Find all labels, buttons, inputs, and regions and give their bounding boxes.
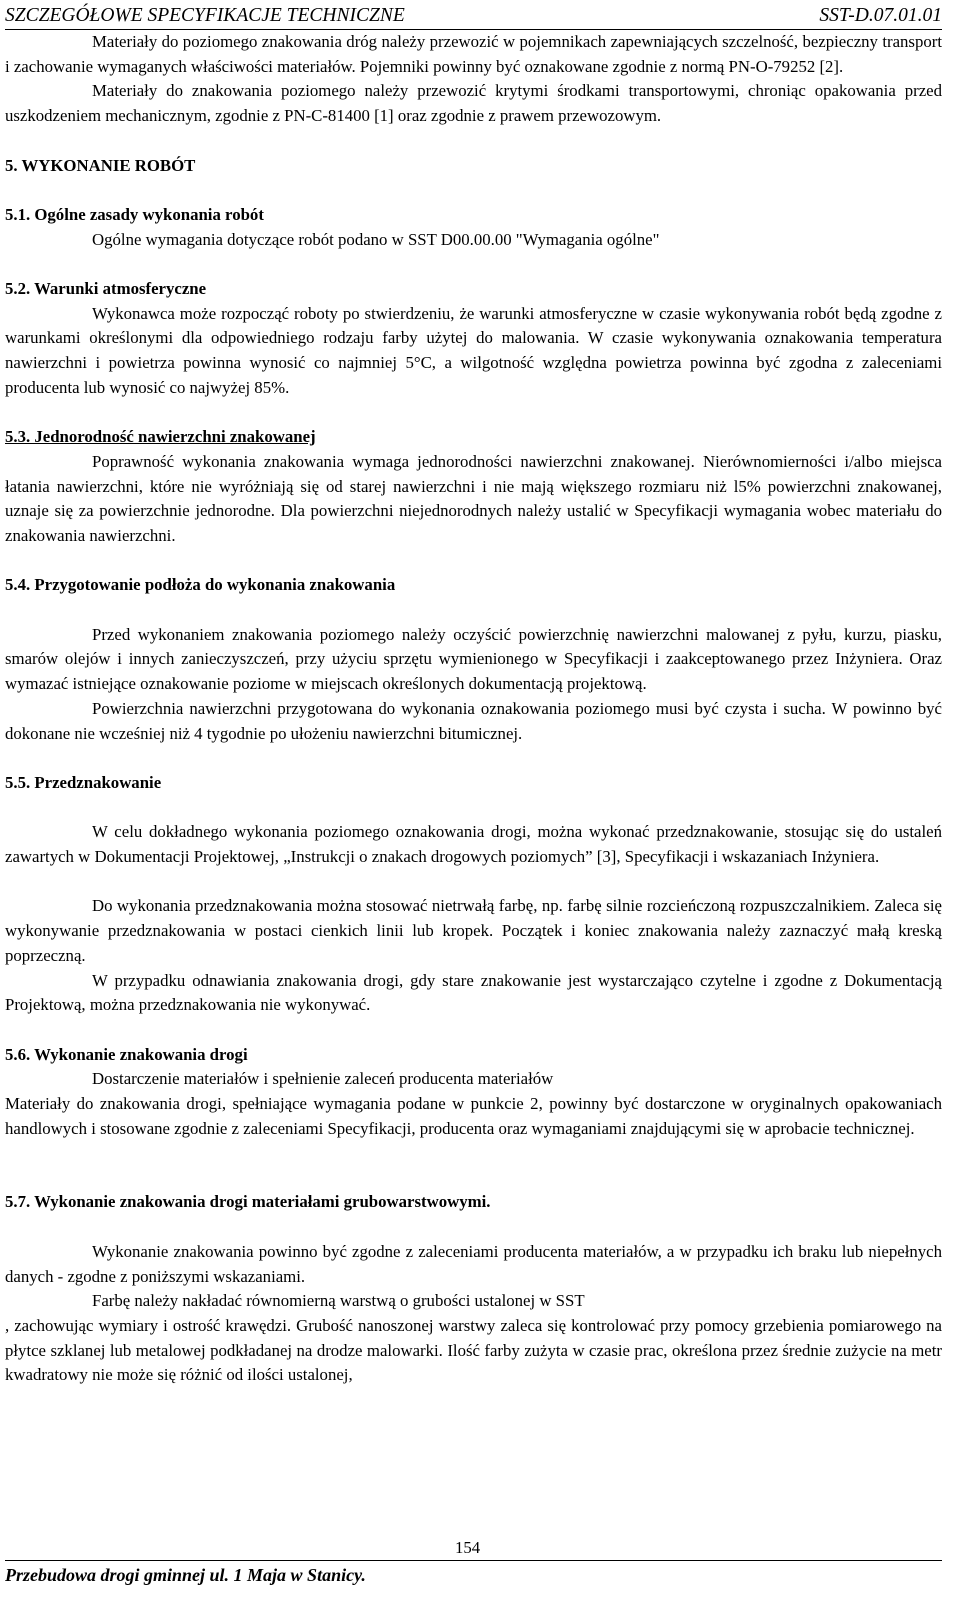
- header-code: SST-D.07.01.01: [819, 5, 942, 26]
- paragraph-5-2: Wykonawca może rozpocząć roboty po stwierdzeniu, że warunki atmosferyczne w czasie wykonywania robót będą zgodne z warunkami określonymi dla odpowiedniego rodzaju farby użytej do malowania. W czasie wykonywania oznakowania temperatura nawierzchni i powietrza powinna wynosić co najmniej 5°C, a wilgotność względna powietrza powinna być zgodna z zaleceniami producenta lub wynosić co najwyżej 85%.: [5, 303, 942, 397]
- paragraph-transport-vehicles: Materiały do znakowania poziomego należy przewozić krytymi środkami transportowymi, chroniąc opakowania przed uszkodzeniem mechanicznym, zgodnie z PN-C-81400 [1] oraz zgodnie z prawem przewozowym.: [5, 81, 942, 126]
- section-heading-5-2: 5.2. Warunki atmosferyczne: [5, 278, 207, 298]
- paragraph-5-3: Poprawność wykonania znakowania wymaga jednorodności nawierzchni znakowanej. Nierównomierności i/albo miejsca łatania nawierzchni, które nie wyróżniają się od starej nawierzchni i nie mają większego rozmiaru niż l5% powierzchni znakowanej, uznaje się za powierzchnie jednorodne. Dla powierzchni niejednorodnych należy ustalić w Specyfikacji wymagania wobec materiału do znakowania nawierzchni.: [5, 451, 942, 545]
- paragraph-5-1: Ogólne wymagania dotyczące robót podano w SST D00.00.00 "Wymagania ogólne": [92, 229, 660, 249]
- paragraph-5-5-premarking: W celu dokładnego wykonania poziomego oznakowania drogi, można wykonać przedznakowanie, stosując się do ustaleń zawartych w Dokumentacji Projektowej, „Instrukcji o znakach drogowych poziomych” [3], Specyfikacji i wskazaniach Inżyniera.: [5, 822, 942, 867]
- paragraph-5-7-manufacturer: Wykonanie znakowania powinno być zgodne z zaleceniami producenta materiałów, a w przypadku ich braku lub niepełnych danych - zgodne z poniższymi wskazaniami.: [5, 1241, 942, 1286]
- paragraph-5-5-temporary-paint: Do wykonania przedznakowania można stosować nietrwałą farbę, np. farbę silnie rozcieńczoną rozpuszczalnikiem. Zaleca się wykonywanie przedznakowania w postaci cienkich linii lub kropek. Początek i koniec znakowania należy zaznaczyć małą kreską poprzeczną.: [5, 896, 942, 965]
- paragraph-5-6-delivery: Dostarczenie materiałów i spełnienie zaleceń producenta materiałów: [92, 1069, 554, 1089]
- document-body: [5, 30, 942, 1388]
- paragraph-5-7-paint-layer: Farbę należy nakładać równomierną warstwą o grubości ustalonej w SST: [92, 1291, 585, 1311]
- section-heading-5-1: 5.1. Ogólne zasady wykonania robót: [5, 204, 264, 224]
- page-footer: Przebudowa drogi gminnej ul. 1 Maja w Stanicy.: [5, 1560, 942, 1591]
- section-heading-5-4: 5.4. Przygotowanie podłoża do wykonania znakowania: [5, 575, 396, 595]
- section-heading-5-3: 5.3. Jednorodność nawierzchni znakowanej: [5, 427, 316, 447]
- section-heading-5-7: 5.7. Wykonanie znakowania drogi materiałami grubowarstwowymi.: [5, 1192, 491, 1212]
- paragraph-5-4-dry-surface: Powierzchnia nawierzchni przygotowana do wykonania oznakowania poziomego musi być czysta i sucha. W powinno być dokonane nie wcześniej niż 4 tygodnie po ułożeniu nawierzchni bitumicznej.: [5, 698, 942, 743]
- paragraph-5-4-cleaning: Przed wykonaniem znakowania poziomego należy oczyścić powierzchnię nawierzchni malowanej z pyłu, kurzu, piasku, smarów olejów i innych zanieczyszczeń, przy użyciu sprzętu wymienionego w Specyfikacji i zaakceptowanego przez Inżyniera. Oraz wymazać istniejące oznakowanie poziome w miejscach określonych dokumentacją projektową.: [5, 624, 942, 694]
- section-heading-5: 5. WYKONANIE ROBÓT: [5, 155, 196, 175]
- paragraph-5-7-thickness: , zachowując wymiary i ostrość krawędzi. Grubość nanoszonej warstwy zaleca się kontrolować przy pomocy grzebienia pomiarowego na płytce szklanej lub metalowej podkładanej na drodze malowarki. Ilość farby zużyta w czasie prac, określona przez średnie zużycie na metr kwadratowy nie może się różnić od ilości ustalonej,: [5, 1315, 942, 1385]
- paragraph-5-6-packaging: Materiały do znakowania drogi, spełniające wymagania podane w punkcie 2, powinny być dostarczone w oryginalnych opakowaniach handlowych i stosowane zgodnie z zaleceniami Specyfikacji, producenta oraz wymaganiami znajdującymi się w aprobacie technicznej.: [5, 1094, 942, 1138]
- section-heading-5-5: 5.5. Przedznakowanie: [5, 772, 162, 792]
- section-heading-5-6: 5.6. Wykonanie znakowania drogi: [5, 1044, 248, 1064]
- header-title: SZCZEGÓŁOWE SPECYFIKACJE TECHNICZNE: [5, 5, 405, 26]
- page-header: [5, 3, 942, 30]
- page-number: 154: [455, 1538, 481, 1557]
- paragraph-5-5-renewal: W przypadku odnawiania znakowania drogi, gdy stare znakowanie jest wystarczająco czytelne i zgodne z Dokumentacją Projektową, można przedznakowania nie wykonywać.: [5, 970, 942, 1015]
- paragraph-transport-containers: Materiały do poziomego znakowania dróg należy przewozić w pojemnikach zapewniających szczelność, bezpieczny transport i zachowanie wymaganych właściwości materiałów. Pojemniki powinny być oznakowane zgodnie z normą PN-O-79252 [2].: [5, 32, 942, 76]
